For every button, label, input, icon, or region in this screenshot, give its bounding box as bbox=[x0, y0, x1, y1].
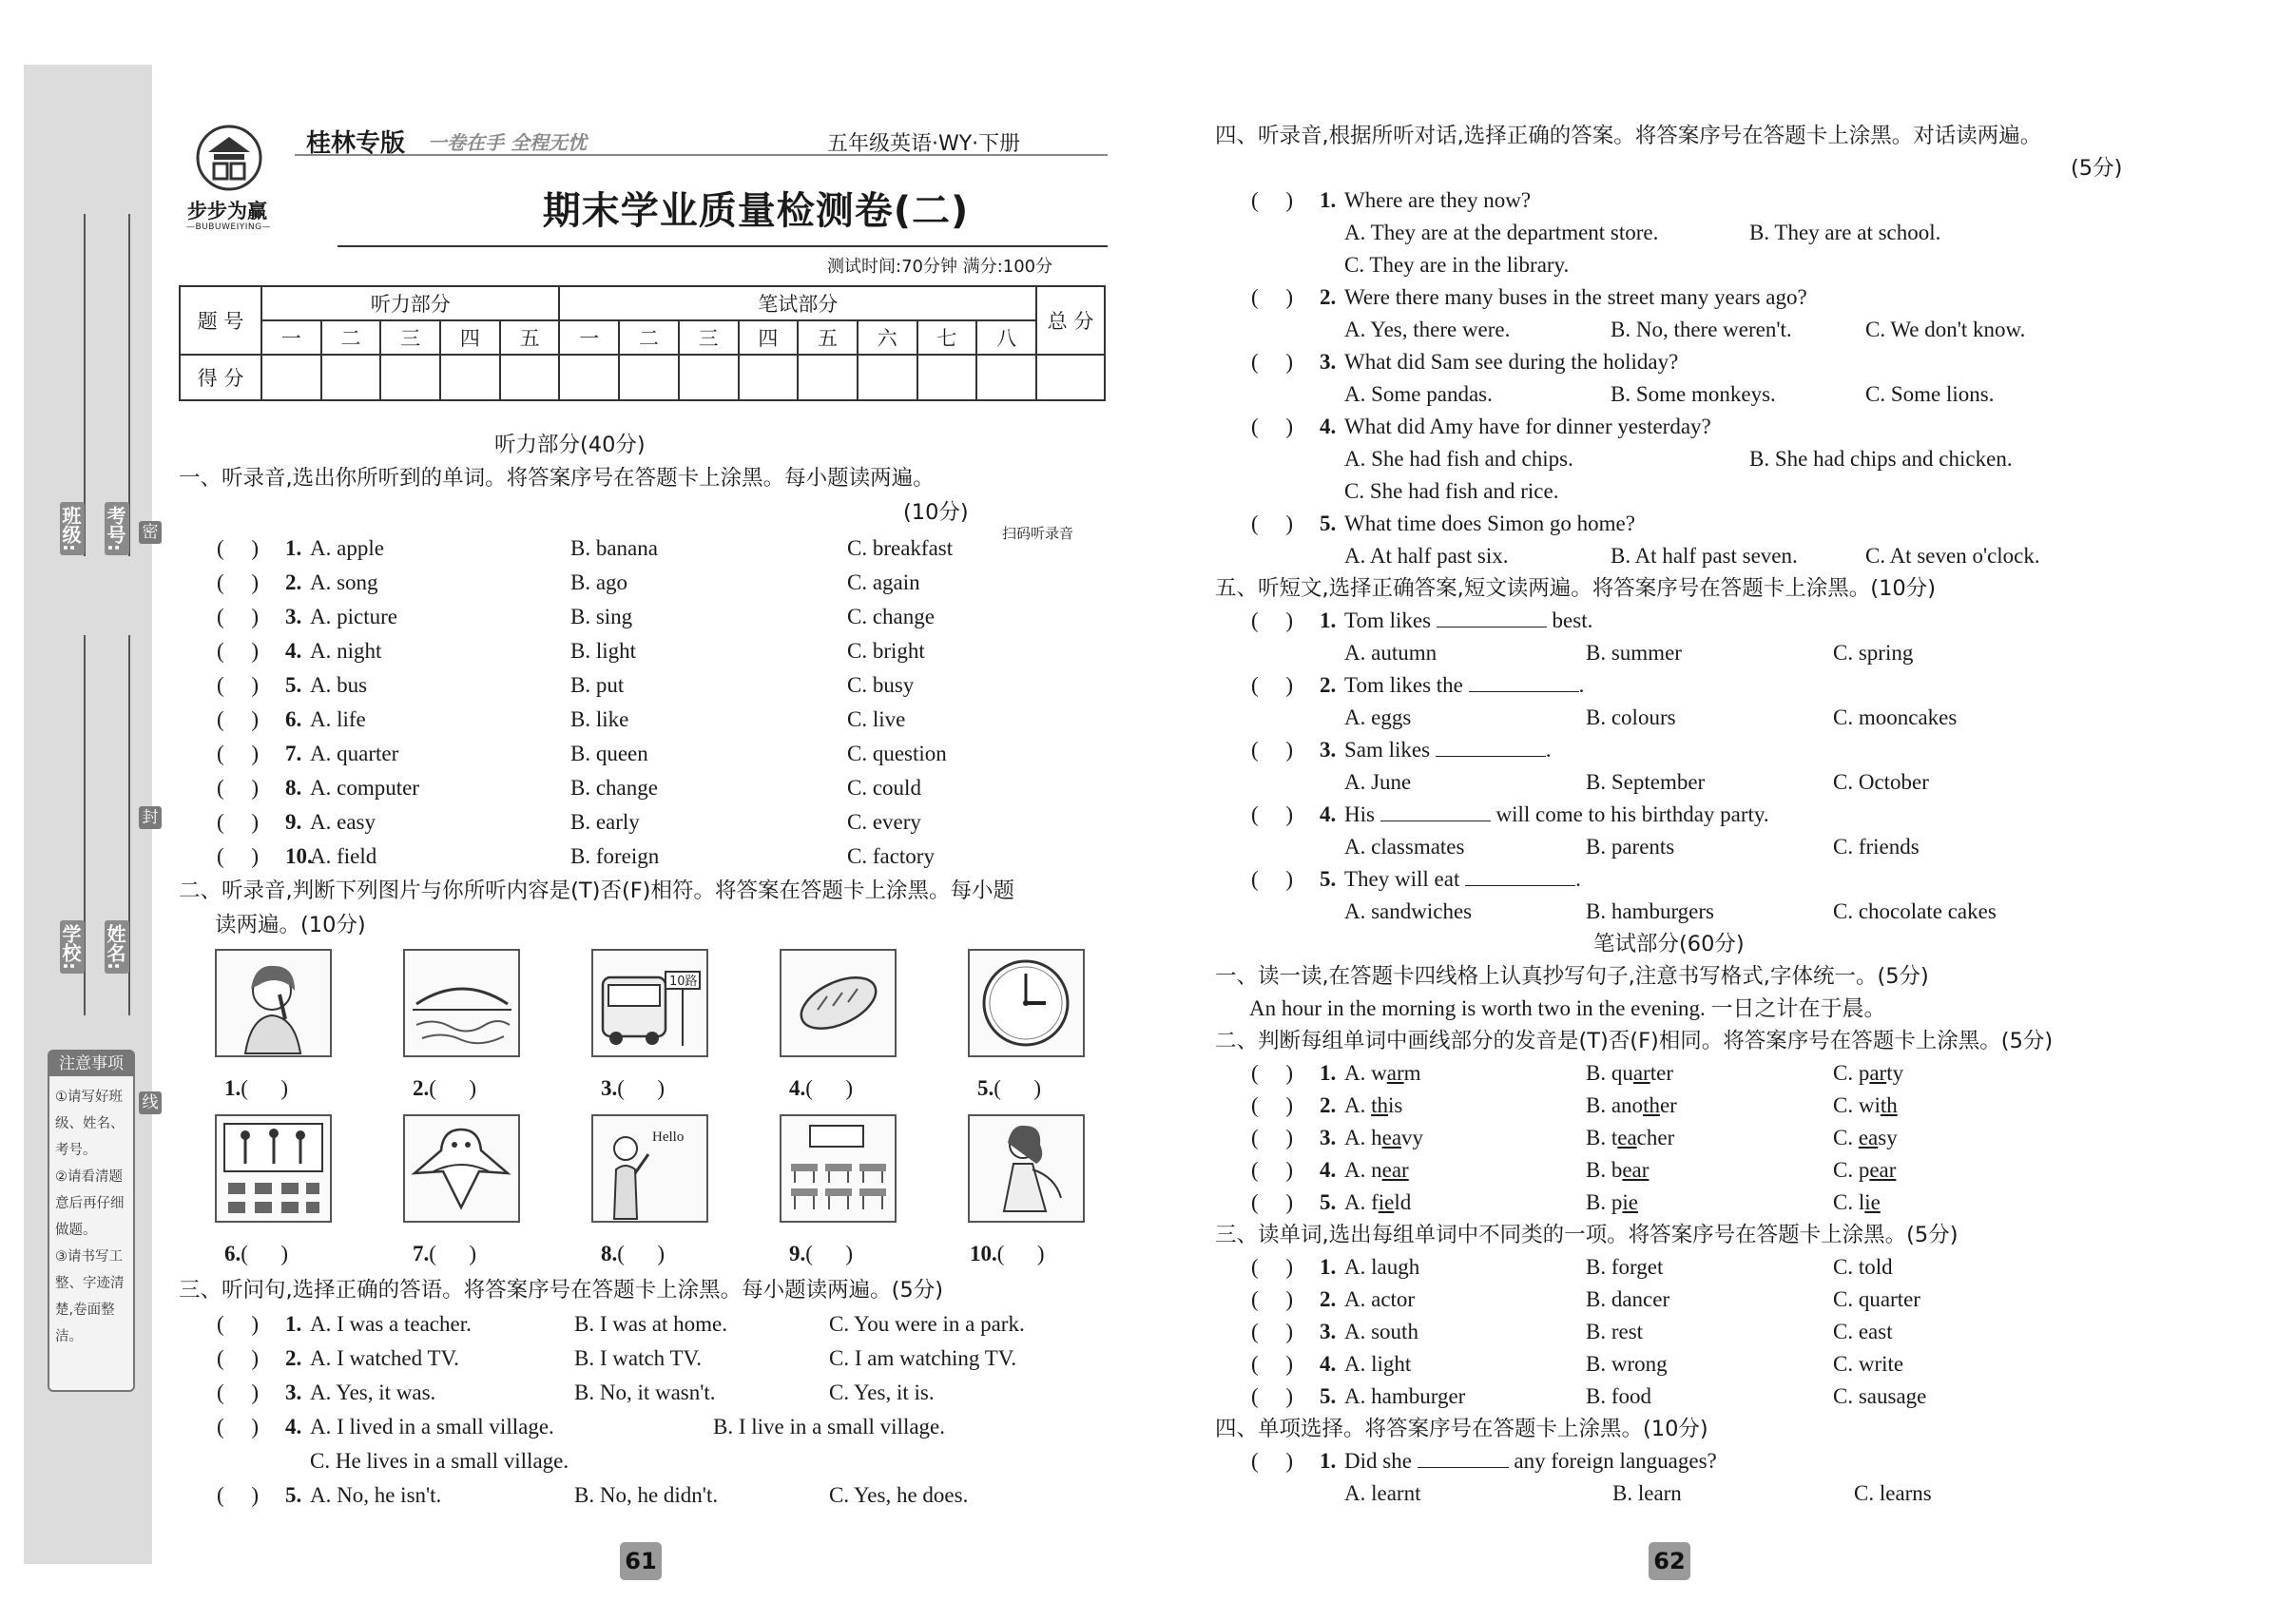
score-cell[interactable] bbox=[798, 355, 858, 400]
option-b: B. colours bbox=[1586, 705, 1676, 729]
name-label: 姓名: bbox=[105, 920, 129, 974]
answer-blank[interactable]: ( ) bbox=[1251, 867, 1294, 891]
option-a: A. field bbox=[310, 844, 377, 868]
picture-label: 9.( ) bbox=[789, 1242, 854, 1265]
writing-4-title: 四、单项选择。将答案序号在答题卡上涂黑。(10分) bbox=[1215, 1417, 1708, 1441]
question-number: 1. bbox=[1320, 1061, 1337, 1085]
option-a: A. quarter bbox=[310, 742, 399, 765]
question-text: Tom likes the . bbox=[1344, 673, 1585, 697]
question-number: 3. bbox=[285, 1381, 302, 1404]
option-c: C. At seven o'clock. bbox=[1865, 544, 2040, 568]
option-b: B. pie bbox=[1586, 1190, 1638, 1214]
option-a: A. light bbox=[1344, 1352, 1412, 1376]
option-b: B. parents bbox=[1586, 835, 1675, 859]
option-a: A. sandwiches bbox=[1344, 899, 1473, 923]
grade-label: 五年级英语·WY·下册 bbox=[827, 132, 1021, 156]
question-number: 1. bbox=[285, 536, 302, 560]
exam-number-label: 考号: bbox=[105, 502, 129, 555]
option-a: A. They are at the department store. bbox=[1344, 221, 1659, 244]
row-label: 题 号 bbox=[180, 286, 261, 355]
option-c: C. with bbox=[1833, 1093, 1898, 1117]
question-number: 2. bbox=[285, 570, 302, 594]
option-b: B. She had chips and chicken. bbox=[1749, 447, 2013, 471]
hello-text: Hello bbox=[652, 1130, 685, 1145]
option-b: B. like bbox=[570, 707, 629, 731]
option-c: C. You were in a park. bbox=[829, 1312, 1025, 1336]
option-c: C. change bbox=[847, 605, 935, 628]
option-b: B. dancer bbox=[1586, 1287, 1670, 1311]
col-header: 四 bbox=[440, 320, 500, 355]
option-c: C. I am watching TV. bbox=[829, 1346, 1017, 1370]
writing-section-header: 笔试部分(60分) bbox=[1593, 932, 1745, 956]
question-number: 6. bbox=[285, 707, 302, 731]
option-a: A. I watched TV. bbox=[310, 1346, 459, 1370]
option-b: B. I was at home. bbox=[574, 1312, 727, 1336]
logo-icon bbox=[195, 124, 263, 192]
option-b: B. They are at school. bbox=[1749, 221, 1941, 244]
option-c: C. again bbox=[847, 570, 920, 594]
option-a: A. near bbox=[1344, 1158, 1409, 1182]
notice-line: 楚,卷面整 bbox=[55, 1303, 115, 1318]
option-c: C. spring bbox=[1833, 641, 1914, 665]
edition-label: 桂林专版 bbox=[306, 129, 406, 158]
writing-1-title: 一、读一读,在答题卡四线格上认真抄写句子,注意书写格式,字体统一。(5分) bbox=[1215, 964, 1929, 989]
option-a: A. Yes, it was. bbox=[310, 1381, 436, 1404]
question-number: 4. bbox=[1320, 802, 1337, 826]
answer-blank[interactable]: ( ) bbox=[217, 742, 260, 765]
writing-header: 笔试部分 bbox=[559, 286, 1036, 320]
option-b: B. teacher bbox=[1586, 1126, 1675, 1149]
section-2-title: 二、听录音,判断下列图片与你所听内容是(T)否(F)相符。将答案在答题卡上涂黑。每小题 bbox=[179, 879, 1014, 903]
answer-blank[interactable]: ( ) bbox=[217, 536, 260, 560]
question-number: 3. bbox=[285, 605, 302, 628]
col-header: 四 bbox=[739, 320, 799, 355]
option-a: A. No, he isn't. bbox=[310, 1483, 442, 1507]
answer-blank[interactable]: ( ) bbox=[1251, 1126, 1294, 1149]
question-number: 5. bbox=[1320, 1384, 1337, 1408]
answer-blank[interactable]: ( ) bbox=[1251, 285, 1294, 309]
answer-blank[interactable]: ( ) bbox=[217, 639, 260, 663]
question-text: What did Sam see during the holiday? bbox=[1344, 350, 1679, 374]
answer-blank[interactable]: ( ) bbox=[1251, 415, 1294, 438]
picture-bridge bbox=[403, 949, 520, 1057]
question-number: 3. bbox=[1320, 738, 1337, 762]
question-number: 3. bbox=[1320, 1126, 1337, 1149]
answer-blank[interactable]: ( ) bbox=[1251, 673, 1294, 697]
answer-blank[interactable]: ( ) bbox=[1251, 1320, 1294, 1343]
col-header: 八 bbox=[976, 320, 1036, 355]
option-c: C. pear bbox=[1833, 1158, 1897, 1182]
option-a: A. apple bbox=[310, 536, 384, 560]
score-label: 得 分 bbox=[180, 355, 261, 400]
picture-label: 10.( ) bbox=[970, 1242, 1045, 1265]
option-c: C. easy bbox=[1833, 1126, 1898, 1149]
option-b: B. rest bbox=[1586, 1320, 1644, 1343]
score-cell[interactable] bbox=[559, 355, 619, 400]
option-c: C. lie bbox=[1833, 1190, 1881, 1214]
option-a: A. Some pandas. bbox=[1344, 382, 1493, 406]
option-a: A. She had fish and chips. bbox=[1344, 447, 1573, 471]
option-a: A. this bbox=[1344, 1093, 1403, 1117]
option-c: C. We don't know. bbox=[1865, 318, 2026, 341]
option-a: A. computer bbox=[310, 776, 419, 800]
question-number: 3. bbox=[1320, 350, 1337, 374]
option-b: B. I watch TV. bbox=[574, 1346, 702, 1370]
option-b: B. food bbox=[1586, 1384, 1651, 1408]
answer-blank[interactable]: ( ) bbox=[217, 1415, 260, 1439]
option-c: C. He lives in a small village. bbox=[310, 1449, 569, 1473]
option-c: C. sausage bbox=[1833, 1384, 1927, 1408]
notice-title: 注意事项 bbox=[49, 1052, 133, 1076]
score-cell[interactable] bbox=[1036, 355, 1105, 400]
question-number: 4. bbox=[285, 1415, 302, 1439]
page-title: 期末学业质量检测卷(二) bbox=[542, 189, 970, 233]
page-number-left: 61 bbox=[620, 1542, 662, 1580]
option-b: B. another bbox=[1586, 1093, 1677, 1117]
answer-blank[interactable]: ( ) bbox=[1251, 1255, 1294, 1279]
option-a: A. south bbox=[1344, 1320, 1418, 1343]
option-a: A. field bbox=[1344, 1190, 1412, 1214]
question-number: 2. bbox=[285, 1346, 302, 1370]
picture-theater bbox=[215, 1114, 332, 1223]
picture-bus bbox=[591, 949, 708, 1057]
question-number: 7. bbox=[285, 742, 302, 765]
option-c: C. learns bbox=[1854, 1481, 1932, 1505]
question-number: 2. bbox=[1320, 285, 1337, 309]
answer-blank[interactable]: ( ) bbox=[1251, 802, 1294, 826]
option-b: B. foreign bbox=[570, 844, 660, 868]
writing-2-title: 二、判断每组单词中画线部分的发音是(T)否(F)相同。将答案序号在答题卡上涂黑。(5分) bbox=[1215, 1029, 2054, 1053]
option-c: C. She had fish and rice. bbox=[1344, 479, 1559, 503]
question-number: 9. bbox=[285, 810, 302, 834]
option-c: C. Some lions. bbox=[1865, 382, 1995, 406]
option-a: A. eggs bbox=[1344, 705, 1412, 729]
option-a: A. picture bbox=[310, 605, 397, 628]
option-a: A. laugh bbox=[1344, 1255, 1420, 1279]
score-cell[interactable] bbox=[440, 355, 500, 400]
option-c: C. Yes, he does. bbox=[829, 1483, 969, 1507]
option-a: A. hamburger bbox=[1344, 1384, 1466, 1408]
answer-blank[interactable]: ( ) bbox=[217, 605, 260, 628]
question-number: 8. bbox=[285, 776, 302, 800]
option-b: B. At half past seven. bbox=[1611, 544, 1798, 568]
question-text: What time does Simon go home? bbox=[1344, 512, 1635, 535]
section-5-title: 五、听短文,选择正确答案,短文读两遍。将答案序号在答题卡上涂黑。(10分) bbox=[1215, 576, 1936, 601]
question-text: His will come to his birthday party. bbox=[1344, 802, 1769, 826]
copy-sentence: An hour in the morning is worth two in the evening. 一日之计在于晨。 bbox=[1249, 996, 1886, 1020]
option-c: C. busy bbox=[847, 673, 915, 697]
title-rule bbox=[338, 245, 1108, 247]
answer-blank[interactable]: ( ) bbox=[217, 776, 260, 800]
col-header: 一 bbox=[261, 320, 321, 355]
option-a: A. autumn bbox=[1344, 641, 1437, 665]
header-rule bbox=[295, 154, 1108, 156]
option-b: B. bear bbox=[1586, 1158, 1650, 1182]
picture-label: 5.( ) bbox=[977, 1076, 1042, 1100]
col-header: 二 bbox=[619, 320, 679, 355]
score-cell[interactable] bbox=[976, 355, 1036, 400]
option-c: C. breakfast bbox=[847, 536, 954, 560]
option-b: B. queen bbox=[570, 742, 648, 765]
col-header: 三 bbox=[380, 320, 440, 355]
listening-header: 听力部分 bbox=[261, 286, 559, 320]
logo-text: 步步为赢 bbox=[187, 200, 267, 222]
question-number: 1. bbox=[1320, 608, 1337, 632]
question-text: Where are they now? bbox=[1344, 188, 1532, 212]
picture-bread bbox=[780, 949, 897, 1057]
answer-blank[interactable]: ( ) bbox=[1251, 350, 1294, 374]
logo-subtext: —BUBUWEIYING— bbox=[186, 222, 272, 232]
option-b: B. No, there weren't. bbox=[1611, 318, 1792, 341]
option-c: C. live bbox=[847, 707, 906, 731]
question-number: 2. bbox=[1320, 1287, 1337, 1311]
notice-line: 整、字迹清 bbox=[55, 1276, 125, 1291]
col-header: 三 bbox=[679, 320, 739, 355]
option-a: A. I lived in a small village. bbox=[310, 1415, 554, 1439]
section-4-score: (5分) bbox=[2071, 156, 2123, 181]
exam-time: 测试时间:70分钟 满分:100分 bbox=[827, 257, 1053, 277]
section-1-score: (10分) bbox=[903, 500, 969, 525]
question-number: 1. bbox=[285, 1312, 302, 1336]
picture-label: 4.( ) bbox=[789, 1076, 854, 1100]
class-label: 班级: bbox=[60, 502, 85, 555]
question-text: Sam likes . bbox=[1344, 738, 1552, 762]
answer-blank[interactable]: ( ) bbox=[217, 1381, 260, 1404]
option-c: C. bright bbox=[847, 639, 925, 663]
option-c: C. told bbox=[1833, 1255, 1893, 1279]
answer-blank[interactable]: ( ) bbox=[1251, 1287, 1294, 1311]
question-number: 2. bbox=[1320, 1093, 1337, 1117]
option-b: B. sing bbox=[570, 605, 633, 628]
picture-label: 6.( ) bbox=[224, 1242, 289, 1265]
answer-blank[interactable]: ( ) bbox=[217, 673, 260, 697]
option-b: B. No, he didn't. bbox=[574, 1483, 719, 1507]
question-number: 1. bbox=[1320, 1449, 1337, 1473]
option-c: C. write bbox=[1833, 1352, 1904, 1376]
score-cell[interactable] bbox=[858, 355, 917, 400]
score-table bbox=[179, 285, 1106, 401]
picture-kite bbox=[403, 1114, 520, 1223]
answer-blank[interactable]: ( ) bbox=[1251, 1061, 1294, 1085]
slogan: 一卷在手 全程无忧 bbox=[428, 131, 587, 154]
notice-line: ③请书写工 bbox=[55, 1249, 123, 1265]
notice-line: ②请看清题 bbox=[55, 1169, 123, 1185]
notice-line: 考号。 bbox=[55, 1143, 97, 1158]
option-c: C. Yes, it is. bbox=[829, 1381, 935, 1404]
option-c: C. east bbox=[1833, 1320, 1893, 1343]
question-number: 4. bbox=[1320, 1352, 1337, 1376]
option-b: B. September bbox=[1586, 770, 1706, 794]
answer-blank[interactable]: ( ) bbox=[217, 1346, 260, 1370]
section-1-title: 一、听录音,选出你所听到的单词。将答案序号在答题卡上涂黑。每小题读两遍。 bbox=[179, 466, 935, 491]
col-header: 七 bbox=[917, 320, 977, 355]
answer-blank[interactable]: ( ) bbox=[1251, 188, 1294, 212]
notice-line: 级、姓名、 bbox=[55, 1116, 125, 1131]
question-text: Did she any foreign languages? bbox=[1344, 1449, 1717, 1473]
answer-blank[interactable]: ( ) bbox=[217, 570, 260, 594]
question-number: 4. bbox=[285, 639, 302, 663]
picture-boy-hello bbox=[591, 1114, 708, 1223]
answer-blank[interactable]: ( ) bbox=[217, 844, 260, 868]
score-cell[interactable] bbox=[619, 355, 679, 400]
picture-classroom bbox=[780, 1114, 897, 1223]
question-number: 5. bbox=[1320, 512, 1337, 535]
listening-section-header: 听力部分(40分) bbox=[494, 433, 646, 457]
option-c: C. quarter bbox=[1833, 1287, 1920, 1311]
picture-label: 3.( ) bbox=[601, 1076, 666, 1100]
score-cell[interactable] bbox=[380, 355, 440, 400]
school-label: 学校: bbox=[60, 920, 85, 974]
answer-blank[interactable]: ( ) bbox=[1251, 1158, 1294, 1182]
picture-label: 2.( ) bbox=[413, 1076, 477, 1100]
seal-mark-feng: 封 bbox=[139, 806, 162, 829]
question-text: Tom likes best. bbox=[1344, 608, 1593, 632]
option-b: B. learn bbox=[1612, 1481, 1682, 1505]
question-number: 5. bbox=[1320, 867, 1337, 891]
score-cell[interactable] bbox=[500, 355, 560, 400]
option-c: C. every bbox=[847, 810, 921, 834]
picture-clock bbox=[968, 949, 1085, 1057]
question-number: 10. bbox=[285, 844, 313, 868]
option-a: A. June bbox=[1344, 770, 1412, 794]
option-a: A. At half past six. bbox=[1344, 544, 1509, 568]
question-number: 5. bbox=[285, 673, 302, 697]
option-c: C. could bbox=[847, 776, 921, 800]
seal-mark-mi: 密 bbox=[139, 521, 162, 544]
option-a: A. warm bbox=[1344, 1061, 1421, 1085]
total-header: 总 分 bbox=[1036, 286, 1105, 355]
picture-label: 1.( ) bbox=[224, 1076, 289, 1100]
seal-mark-xian: 线 bbox=[139, 1091, 162, 1114]
answer-blank[interactable]: ( ) bbox=[1251, 1384, 1294, 1408]
score-cell[interactable] bbox=[321, 355, 381, 400]
section-3-title: 三、听问句,选择正确的答语。将答案序号在答题卡上涂黑。每小题读两遍。(5分) bbox=[179, 1278, 944, 1303]
answer-blank[interactable]: ( ) bbox=[1251, 1190, 1294, 1214]
option-b: B. ago bbox=[570, 570, 628, 594]
option-c: C. They are in the library. bbox=[1344, 253, 1570, 277]
option-a: A. classmates bbox=[1344, 835, 1465, 859]
col-header: 六 bbox=[858, 320, 917, 355]
question-number: 4. bbox=[1320, 1158, 1337, 1182]
option-c: C. question bbox=[847, 742, 947, 765]
option-b: B. hamburgers bbox=[1586, 899, 1715, 923]
writing-3-title: 三、读单词,选出每组单词中不同类的一项。将答案序号在答题卡上涂黑。(5分) bbox=[1215, 1223, 1958, 1247]
question-text: Were there many buses in the street many years ago? bbox=[1344, 285, 1807, 309]
question-number: 2. bbox=[1320, 673, 1337, 697]
option-c: C. mooncakes bbox=[1833, 705, 1958, 729]
option-b: B. quarter bbox=[1586, 1061, 1673, 1085]
question-text: They will eat . bbox=[1344, 867, 1581, 891]
option-b: B. summer bbox=[1586, 641, 1682, 665]
option-b: B. banana bbox=[570, 536, 658, 560]
bus-sign: 10路 bbox=[669, 975, 698, 989]
picture-girl-thinking bbox=[215, 949, 332, 1057]
answer-blank[interactable]: ( ) bbox=[1251, 1093, 1294, 1117]
question-number: 1. bbox=[1320, 1255, 1337, 1279]
answer-blank[interactable]: ( ) bbox=[1251, 738, 1294, 762]
answer-blank[interactable]: ( ) bbox=[217, 707, 260, 731]
option-b: B. light bbox=[570, 639, 637, 663]
score-cell[interactable] bbox=[679, 355, 739, 400]
col-header: 五 bbox=[798, 320, 858, 355]
answer-blank[interactable]: ( ) bbox=[217, 810, 260, 834]
answer-blank[interactable]: ( ) bbox=[1251, 1449, 1294, 1473]
answer-blank[interactable]: ( ) bbox=[1251, 512, 1294, 535]
notice-line: 洁。 bbox=[55, 1329, 83, 1344]
notice-body bbox=[55, 1084, 131, 1350]
option-a: A. heavy bbox=[1344, 1126, 1424, 1149]
option-b: B. I live in a small village. bbox=[713, 1415, 946, 1439]
option-b: B. No, it wasn't. bbox=[574, 1381, 716, 1404]
option-b: B. Some monkeys. bbox=[1611, 382, 1776, 406]
notice-line: 做题。 bbox=[55, 1223, 97, 1238]
question-number: 1. bbox=[1320, 188, 1337, 212]
section-4-title: 四、听录音,根据所听对话,选择正确的答案。将答案序号在答题卡上涂黑。对话读两遍。 bbox=[1215, 124, 2042, 148]
picture-label: 7.( ) bbox=[413, 1242, 477, 1265]
score-cell[interactable] bbox=[917, 355, 977, 400]
col-header: 五 bbox=[500, 320, 560, 355]
question-number: 5. bbox=[1320, 1190, 1337, 1214]
option-a: A. learnt bbox=[1344, 1481, 1421, 1505]
option-c: C. chocolate cakes bbox=[1833, 899, 1997, 923]
answer-blank[interactable]: ( ) bbox=[217, 1312, 260, 1336]
question-text: What did Amy have for dinner yesterday? bbox=[1344, 415, 1711, 438]
option-c: C. party bbox=[1833, 1061, 1904, 1085]
notice-line: ①请写好班 bbox=[55, 1090, 123, 1105]
question-number: 3. bbox=[1320, 1320, 1337, 1343]
question-number: 4. bbox=[1320, 415, 1337, 438]
section-2-title-cont: 读两遍。(10分) bbox=[215, 913, 366, 937]
scan-note: 扫码听录音 bbox=[1002, 525, 1074, 542]
notice-line: 意后再仔细 bbox=[55, 1196, 125, 1211]
col-header: 一 bbox=[559, 320, 619, 355]
option-a: A. actor bbox=[1344, 1287, 1416, 1311]
option-a: A. life bbox=[310, 707, 366, 731]
option-c: C. October bbox=[1833, 770, 1929, 794]
picture-label: 8.( ) bbox=[601, 1242, 666, 1265]
option-a: A. night bbox=[310, 639, 382, 663]
answer-blank[interactable]: ( ) bbox=[217, 1483, 260, 1507]
score-cell[interactable] bbox=[261, 355, 321, 400]
option-c: C. factory bbox=[847, 844, 935, 868]
option-c: C. friends bbox=[1833, 835, 1920, 859]
option-a: A. bus bbox=[310, 673, 368, 697]
answer-blank[interactable]: ( ) bbox=[1251, 1352, 1294, 1376]
option-a: A. I was a teacher. bbox=[310, 1312, 472, 1336]
option-b: B. change bbox=[570, 776, 658, 800]
option-b: B. early bbox=[570, 810, 640, 834]
picture-girl-dancing bbox=[968, 1114, 1085, 1223]
page-number-right: 62 bbox=[1649, 1542, 1690, 1580]
notice-box bbox=[48, 1050, 135, 1392]
option-a: A. song bbox=[310, 570, 378, 594]
option-b: B. forget bbox=[1586, 1255, 1664, 1279]
option-a: A. easy bbox=[310, 810, 376, 834]
option-b: B. wrong bbox=[1586, 1352, 1668, 1376]
option-a: A. Yes, there were. bbox=[1344, 318, 1511, 341]
option-b: B. put bbox=[570, 673, 625, 697]
answer-blank[interactable]: ( ) bbox=[1251, 608, 1294, 632]
question-number: 5. bbox=[285, 1483, 302, 1507]
score-cell[interactable] bbox=[739, 355, 799, 400]
col-header: 二 bbox=[321, 320, 381, 355]
